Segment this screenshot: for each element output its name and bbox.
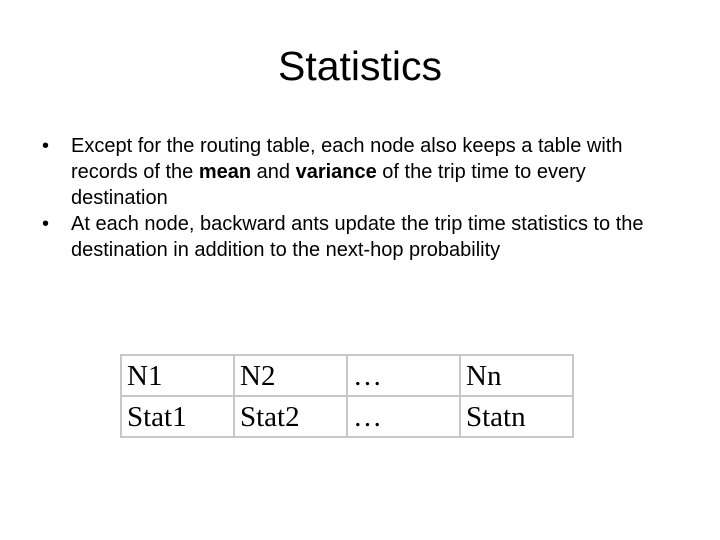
table-cell: N2 (234, 355, 347, 396)
table-row (121, 396, 573, 437)
slide-title: Statistics (277, 43, 443, 89)
bullet-text-segment: Except for the routing table, each node also keeps a table with records of the (71, 135, 623, 183)
table-row (121, 355, 573, 396)
table-cell: Nn (460, 355, 573, 396)
emphasis-variance: variance (295, 161, 377, 183)
bullet-text (71, 135, 622, 209)
bullet-text-segment: and (251, 161, 296, 183)
bullet-list (42, 133, 682, 263)
bullet-item (42, 133, 682, 211)
bullet-glyph: • (42, 135, 50, 157)
bullet-glyph: • (42, 213, 50, 235)
emphasis-mean: mean (198, 161, 252, 183)
table-cell: N1 (121, 355, 234, 396)
table-cell: … (347, 396, 460, 437)
bullet-text-segment: of the trip time to every destination (71, 161, 586, 209)
table-cell: Stat1 (121, 396, 234, 437)
table-cell: Stat2 (234, 396, 347, 437)
bullet-text: At each node, backward ants update the trip time statistics to the destination in addition to the next-hop probability (71, 213, 644, 261)
bullet-item (42, 211, 682, 263)
table-cell: Statn (460, 396, 573, 437)
stats-table (120, 354, 574, 438)
table-cell: … (347, 355, 460, 396)
